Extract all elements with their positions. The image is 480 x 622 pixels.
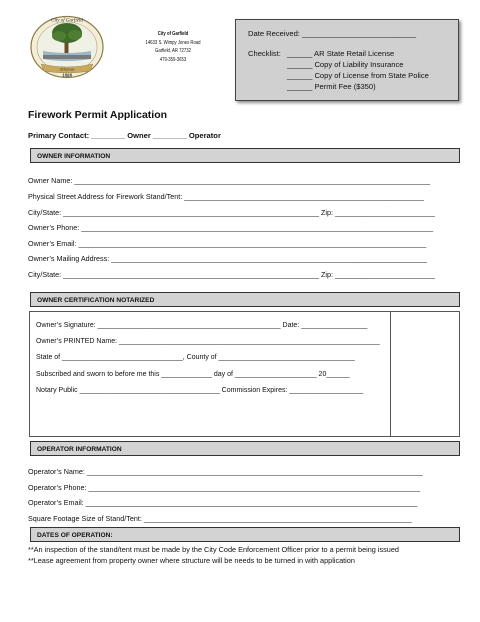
city-phone: 479-359-3653 <box>159 56 187 63</box>
date-received-field[interactable]: Date Received: ___________________________ <box>248 29 417 38</box>
owner-city-state-zip-field[interactable]: City/State: ________________________________________________________________ Zip: _________________________ <box>28 208 435 217</box>
page-title: Firework Permit Application <box>28 109 168 121</box>
operator-phone-field[interactable]: Operator’s Phone: ___________________________________________________________________________________ <box>28 483 421 492</box>
primary-contact-field[interactable]: Primary Contact: ________ Owner ________ Operator <box>28 131 221 140</box>
stand-square-footage-field[interactable]: Square Footage Size of Stand/Tent: ___________________________________________________________________ <box>28 514 412 523</box>
owner-signature-field[interactable]: Owner’s Signature: _______________________________________________ Date: _________________ <box>36 322 368 329</box>
operator-email-field[interactable]: Operator’s Email: ___________________________________________________________________________________ <box>28 498 418 507</box>
subscribed-sworn-field[interactable]: Subscribed and sworn to before me this _____________ day of _____________________ 20______ <box>36 371 350 378</box>
city-seal <box>29 15 105 79</box>
notary-section-heading: OWNER CERTIFICATION NOTARIZED <box>30 292 460 307</box>
office-checklist-box <box>235 19 459 101</box>
owner-email-field[interactable]: Owner’s Email: _______________________________________________________________________________________ <box>28 239 427 248</box>
dates-of-operation-heading: DATES OF OPERATION: <box>30 527 460 542</box>
checklist-item-permit-fee[interactable]: ______ Permit Fee ($350) <box>287 82 376 91</box>
checklist-item-retail-license[interactable]: ______ AR State Retail License <box>287 49 395 58</box>
owner-name-field[interactable]: Owner Name: _________________________________________________________________________________________ <box>28 176 431 185</box>
notary-public-field[interactable]: Notary Public ____________________________________ Commission Expires: ___________________ <box>36 387 364 394</box>
state-county-field[interactable]: State of _______________________________, County of ___________________________________ <box>36 354 355 361</box>
city-address <box>144 30 201 64</box>
operator-information-heading: OPERATOR INFORMATION <box>30 441 460 456</box>
notary-seal-divider <box>390 312 391 437</box>
mailing-city-state-zip-field[interactable]: City/State: ________________________________________________________________ Zip: _________________________ <box>28 270 435 279</box>
stand-address-field[interactable]: Physical Street Address for Firework Stand/Tent: ____________________________________________________________ <box>28 192 425 201</box>
owner-printed-name-field[interactable]: Owner’s PRINTED Name: ___________________________________________________________________ <box>36 338 380 345</box>
owner-information-heading: OWNER INFORMATION <box>30 148 460 163</box>
svg-text:Arkansas: Arkansas <box>59 66 75 72</box>
svg-text:1888: 1888 <box>62 74 72 79</box>
owner-phone-field[interactable]: Owner’s Phone: ________________________________________________________________________________________ <box>28 223 434 232</box>
operator-name-field[interactable]: Operator’s Name: ____________________________________________________________________________________ <box>28 467 423 476</box>
city-name: City of Garfield <box>157 31 189 37</box>
checklist-item-state-police-license[interactable]: ______ Copy of License from State Police <box>287 71 429 80</box>
city-state-zip: Garfield, AR 72732 <box>155 48 191 55</box>
svg-text:City of Garfield: City of Garfield <box>51 18 83 24</box>
lease-footnote: **Lease agreement from property owner where structure will be needs to be turned in with application <box>28 556 355 565</box>
inspection-footnote: **An inspection of the stand/tent must be made by the City Code Enforcement Officer prior to a permit being issued <box>28 545 399 554</box>
city-seal-icon <box>29 15 105 79</box>
owner-mailing-address-field[interactable]: Owner’s Mailing Address: _______________________________________________________________________________ <box>28 254 428 263</box>
checklist-item-liability-insurance[interactable]: ______ Copy of Liability Insurance <box>287 60 404 69</box>
city-street: 14633 S. Wimpy Jones Road <box>145 39 201 46</box>
checklist-label: Checklist: <box>248 49 281 58</box>
